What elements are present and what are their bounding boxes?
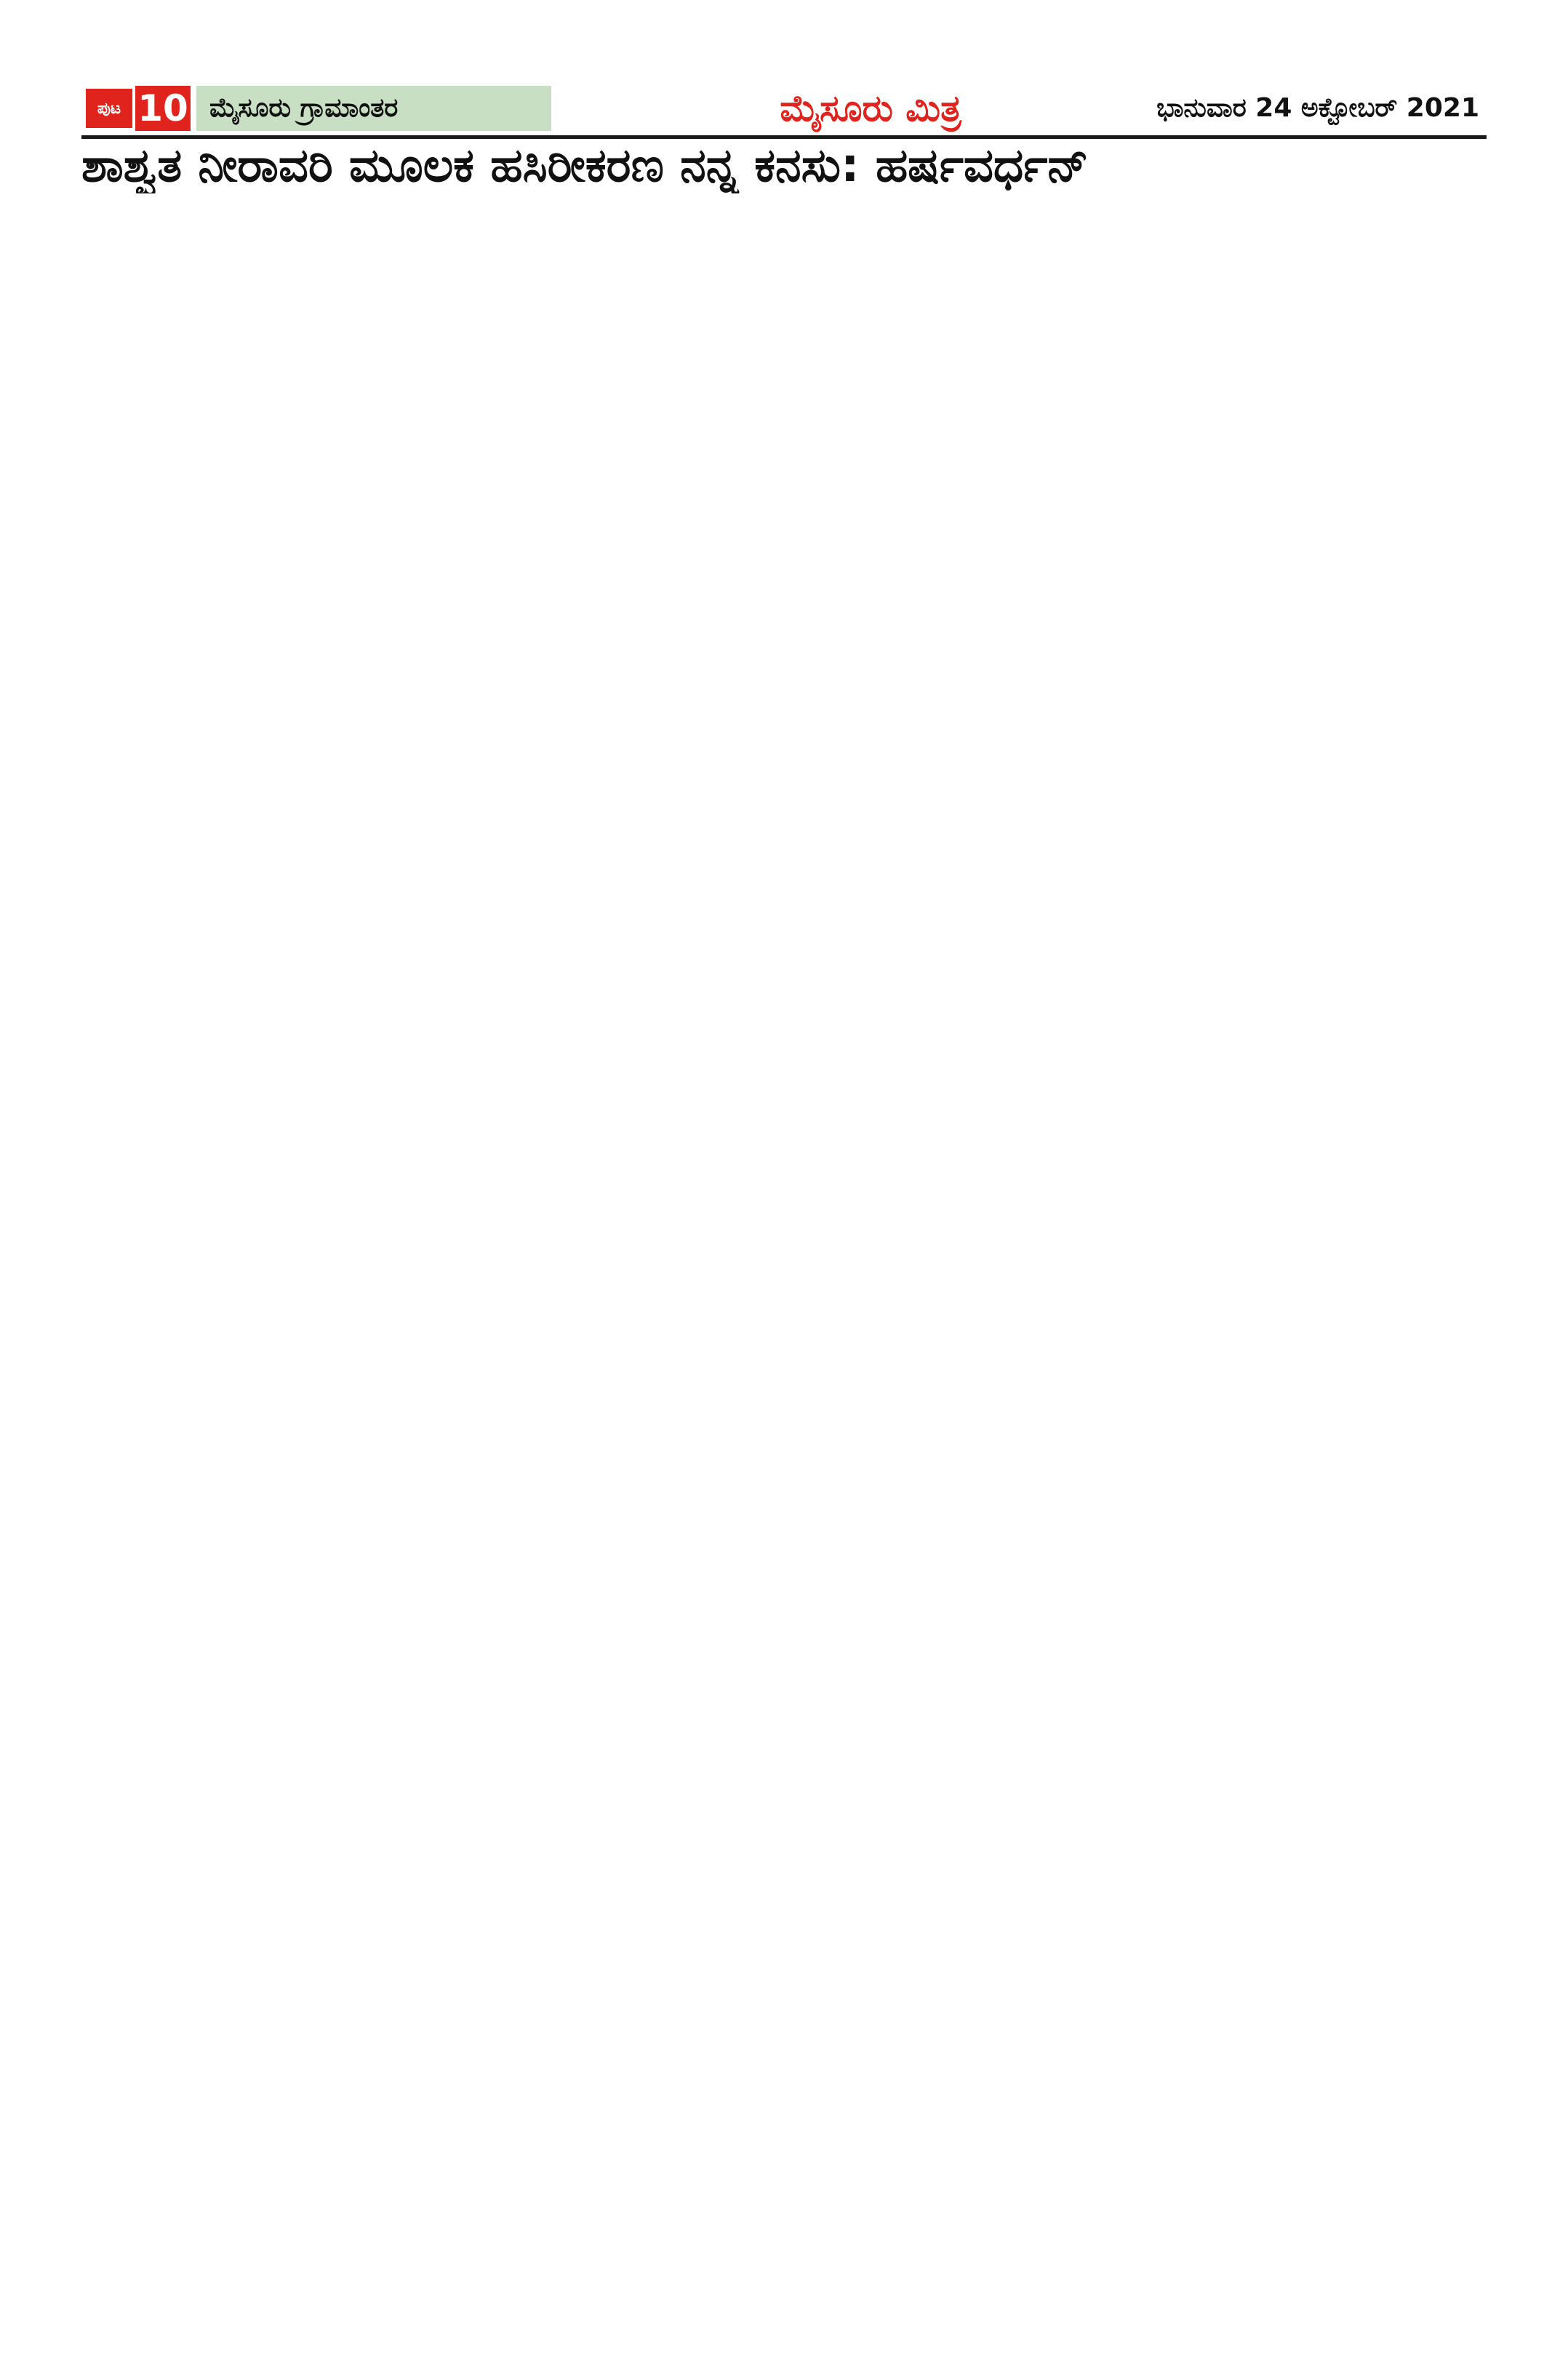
lead-headline: ಶಾಶ್ವತ ನೀರಾವರಿ ಮೂಲಕ ಹಸಿರೀಕರಣ ನನ್ನ ಕನಸು: ಹರ್ಷವರ್ಧನ್ <box>81 139 1089 193</box>
newspaper-masthead: ಮೈಸೂರು ಮಿತ್ರ <box>780 87 961 129</box>
page-header-strip <box>81 81 1487 139</box>
page-date: ಭಾನುವಾರ 24 ಅಕ್ಟೋಬರ್ 2021 <box>1156 93 1479 123</box>
page-label: ಪುಟ <box>86 89 132 128</box>
section-title: ಮೈಸೂರು ಗ್ರಾಮಾಂತರ <box>196 86 551 131</box>
page-number: 10 <box>135 86 191 131</box>
